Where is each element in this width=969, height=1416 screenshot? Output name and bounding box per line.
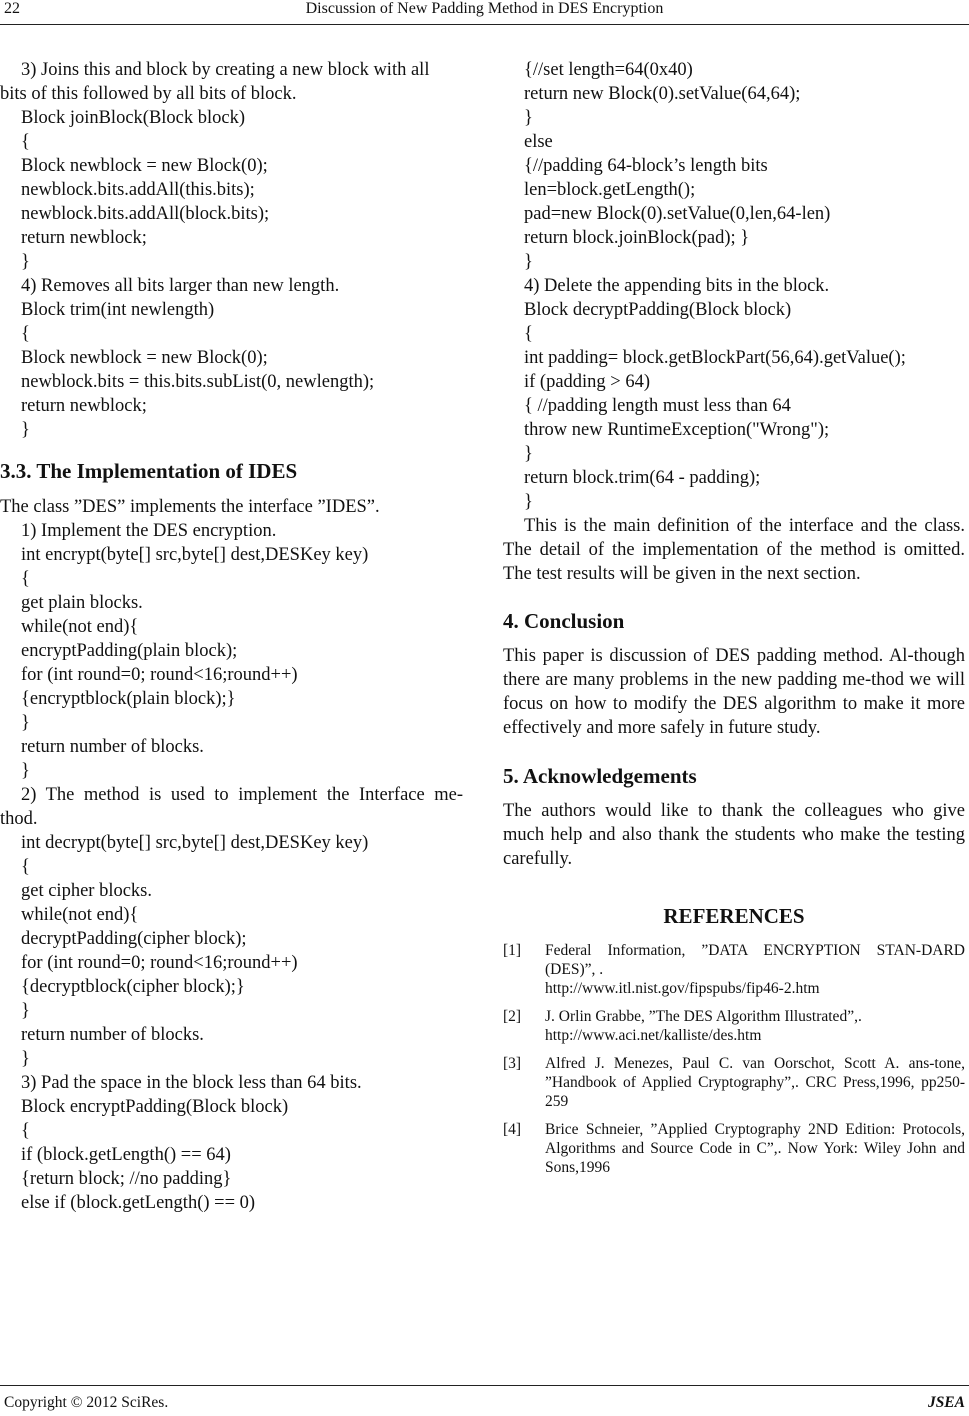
code-line: Block encryptPadding(Block block) [21,1097,289,1117]
code-line: return block.trim(64 - padding); [524,468,761,488]
code-line: newblock.bits = this.bits.subList(0, newlength); [21,372,375,392]
code-line: {return block; //no padding} [21,1169,232,1189]
code-line: 4) Removes all bits larger than new length. [21,276,340,296]
code-line: encryptPadding(plain block); [21,641,238,661]
left-column [0,58,463,1215]
code-line: Block newblock = new Block(0); [21,348,268,368]
reference-number: [4] [503,1121,522,1138]
code-line: } [21,1001,30,1021]
reference-item [503,1054,965,1111]
reference-item [503,1120,965,1177]
code-line: int padding= block.getBlockPart(56,64).getValue(); [524,348,906,368]
conclusion-title: 4. Conclusion [503,609,625,633]
reference-text: J. Orlin Grabbe, ”The DES Algorithm Illustrated”,. [545,1008,862,1025]
running-title: Discussion of New Padding Method in DES Encryption [305,0,664,17]
code-line: for (int round=0; round<16;round++) [21,953,298,973]
references-list [503,941,965,1177]
reference-url[interactable]: http://www.itl.nist.gov/fipspubs/fip46-2.htm [545,980,820,997]
page-header [0,0,969,25]
code-line: int decrypt(byte[] src,byte[] dest,DESKey key) [21,833,369,853]
copyright-notice: Copyright © 2012 SciRes. [4,1394,169,1411]
code-line: } [21,713,30,733]
code-line: { [21,1121,30,1141]
code-line: { [21,132,30,152]
code-line: { [524,324,533,344]
section-3-3-title: 3.3. The Implementation of IDES [0,459,298,483]
code-line: Block joinBlock(Block block) [21,108,246,128]
decrypt-code-block [0,831,463,1215]
code-line: pad=new Block(0).setValue(0,len,64-len) [524,204,831,224]
code-line: newblock.bits.addAll(block.bits); [21,204,270,224]
code-line: } [524,492,533,512]
journal-abbreviation: JSEA [927,1394,965,1411]
code-line: { [21,569,30,589]
code-line: len=block.getLength(); [524,180,696,200]
code-line: get plain blocks. [21,593,143,613]
padding-code-block [503,58,965,514]
code-line: Block decryptPadding(Block block) [524,300,792,320]
page-number: 22 [4,0,20,17]
item2-line2: thod. [0,809,38,829]
reference-number: [2] [503,1008,522,1025]
join-trim-code-block [0,106,463,442]
summary-paragraph: This is the main definition of the interface and the class. The detail of the implementation of the method is omitted. The test results will be given in the next section. [503,516,965,584]
code-line: 1) Implement the DES encryption. [21,521,277,541]
code-line: {encryptblock(plain block);} [21,689,236,709]
reference-item [503,1007,965,1045]
references-title: REFERENCES [663,904,805,928]
item3-line1: 3) Joins this and block by creating a new block with all [21,60,430,80]
code-line: newblock.bits.addAll(this.bits); [21,180,255,200]
item2-line1: 2) The method is used to implement the Interface me- [21,785,463,805]
code-line: } [21,761,30,781]
page-footer [0,1385,969,1416]
code-line: decryptPadding(cipher block); [21,929,247,949]
reference-text: Brice Schneier, ”Applied Cryptography 2ND Edition: Protocols, Algorithms and Source Code in C”,. Now York: Wiley John and Sons,1996 [545,1121,965,1176]
code-line: throw new RuntimeException("Wrong"); [524,420,830,440]
code-line: if (padding > 64) [524,372,651,392]
code-line: {//padding 64-block’s length bits [524,156,768,176]
code-line: Block trim(int newlength) [21,300,215,320]
code-line: { [21,857,30,877]
code-line: 4) Delete the appending bits in the block. [524,276,830,296]
code-line: int encrypt(byte[] src,byte[] dest,DESKey key) [21,545,369,565]
reference-text: Federal Information, ”DATA ENCRYPTION STAN-DARD (DES)”, . [545,942,965,978]
code-line: } [21,252,30,272]
section-3-3-intro: The class ”DES” implements the interface ”IDES”. [0,497,380,517]
code-line: while(not end){ [21,617,139,637]
code-line: else [524,132,553,152]
code-line: return newblock; [21,396,147,416]
code-line: 3) Pad the space in the block less than 64 bits. [21,1073,362,1093]
reference-text: Alfred J. Menezes, Paul C. van Oorschot, Scott A. ans-tone, ”Handbook of Applied Cryptography”,. CRC Press,1996, pp250-259 [545,1055,965,1110]
item3-line2: bits of this followed by all bits of block. [0,84,297,104]
code-line: Block newblock = new Block(0); [21,156,268,176]
code-line: return block.joinBlock(pad); } [524,228,750,248]
reference-item [503,941,965,998]
code-line: } [524,108,533,128]
code-line: } [524,444,533,464]
code-line: for (int round=0; round<16;round++) [21,665,298,685]
code-line: return newblock; [21,228,147,248]
encrypt-code-block [0,519,463,783]
reference-number: [3] [503,1055,522,1072]
code-line: while(not end){ [21,905,139,925]
code-line: {decryptblock(cipher block);} [21,977,245,997]
reference-number: [1] [503,942,522,959]
code-line: { //padding length must less than 64 [524,396,791,416]
code-line: return number of blocks. [21,737,204,757]
conclusion-text: This paper is discussion of DES padding method. Al-though there are many problems in the new padding me-thod we will focus on how to modify the DES algorithm to make it more effectively and more safely in future study. [503,646,965,738]
code-line: else if (block.getLength() == 0) [21,1193,256,1213]
code-line: get cipher blocks. [21,881,152,901]
reference-url[interactable]: http://www.aci.net/kalliste/des.htm [545,1027,762,1044]
code-line: {//set length=64(0x40) [524,60,693,80]
acknowledgements-text: The authors would like to thank the colleagues who give much help and also thank the students who make the testing carefully. [503,801,965,869]
code-line: } [21,1049,30,1069]
code-line: return number of blocks. [21,1025,204,1045]
code-line: if (block.getLength() == 64) [21,1145,231,1165]
code-line: } [21,420,30,440]
code-line: return new Block(0).setValue(64,64); [524,84,801,104]
code-line: } [524,252,533,272]
acknowledgements-title: 5. Acknowledgements [503,764,697,788]
right-column [503,58,965,1186]
code-line: { [21,324,30,344]
